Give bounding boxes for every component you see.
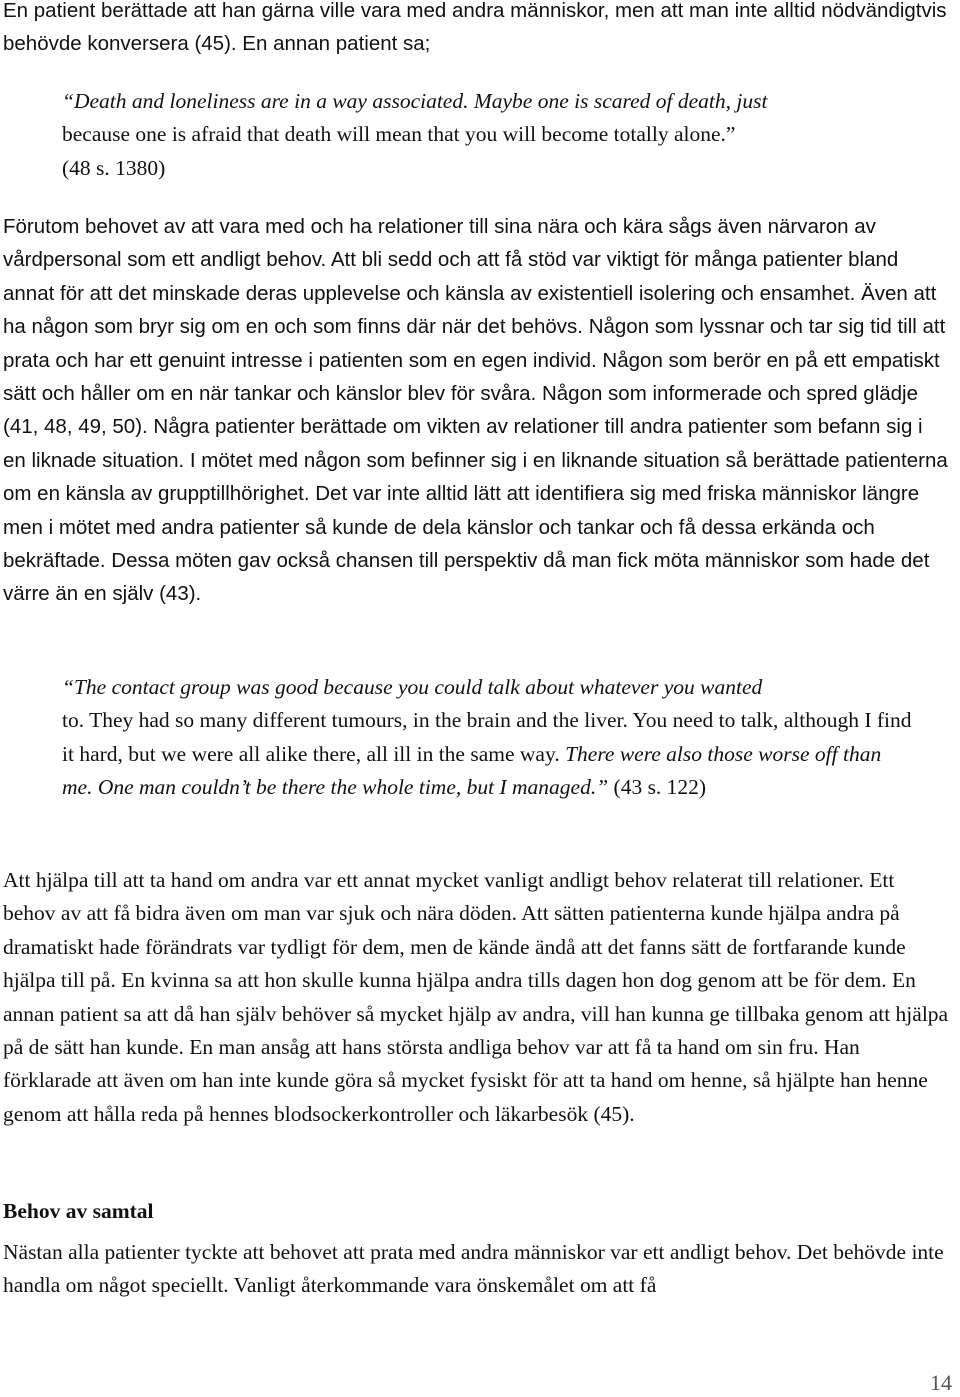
blockquote-contact-group	[62, 671, 912, 805]
quote-line: “Death and loneliness are in a way associated. Maybe one is scared of death, just	[62, 89, 768, 113]
quote-line: There were also those worse off than me. One man couldn’t be there the whole time, but I managed.”	[62, 741, 882, 800]
quote-citation: (43 s. 122)	[613, 775, 707, 800]
paragraph-relations: Förutom behovet av att vara med och ha relationer till sina nära och kära sågs även närvaron av vårdpersonal som ett andligt behov. Att bli sedd och att få stöd var viktigt för många patienter bland annat för att det minskade deras upplevelse och känsla av existentiell isolering och ensamhet. Även att ha någon som bryr sig om en och som finns där när det behövs. Någon som lyssnar och tar sig tid till att prata och har ett genuint intresse i patienten som en egen individ. Någon som berör en på ett empatiskt sätt och håller om en när tankar och känslor blev för svåra. Någon som informerade och spred glädje (41, 48, 49, 50). Några patienter berättade om vikten av relationer till andra patienter som befann sig i en liknade situation. I mötet med någon som befinner sig i en liknande situation så berättade patienterna om en känsla av grupptillhörighet. Det var inte alltid lätt att identifiera sig med friska människor längre men i mötet med andra patienter så kunde de dela känslor och tankar och få dessa erkända och bekräftade. Dessa möten gav också chansen till perspektiv då man fick möta människor som hade det värre än en själv (43).	[3, 215, 948, 606]
paragraph-conversation: Nästan alla patienter tyckte att behovet att prata med andra människor var ett andligt behov. Det behövde inte handla om något speciellt. Vanligt återkommande vara önskemålet om att få	[3, 1240, 944, 1298]
page-number: 14	[930, 1370, 952, 1395]
quote-line: because one is afraid that death will mean that you will become totally alone.”	[62, 122, 736, 147]
blockquote-death-loneliness	[62, 85, 912, 185]
quote-citation: (48 s. 1380)	[62, 155, 166, 180]
quote-line: to. They had so many different tumours, in the brain and the liver. You need to talk, although I find it hard, but we were all alike there, all ill in the same way.	[62, 708, 912, 766]
quote-line: “The contact group was good because you could talk about whatever you wanted	[62, 675, 763, 699]
paragraph-helping-others: Att hjälpa till att ta hand om andra var ett annat mycket vanligt andligt behov relaterat till relationer. Ett behov av att få bidra även om man var sjuk och nära döden. Att sätten patienterna kunde hjälpa andra på dramatiskt hade förändrats var tydligt för dem, men de kände ändå att det fanns sätt de fortfarande kunde hjälpa till på. En kvinna sa att hon skulle kunna hjälpa andra tills dagen hon dog genom att be för dem. En annan patient sa att då han själv behöver så mycket hjälp av andra, vill han kunna ge tillbaka genom att hjälpa på de sätt han kunde. En man ansåg att hans största andliga behov var att få ta hand om sin fru. Han förklarade att även om han inte kunde göra så mycket fysiskt för att ta hand om henne, så hjälpte han henne genom att hålla reda på hennes blodsockerkontroller och läkarbesök (45).	[3, 868, 949, 1126]
paragraph-intro: En patient berättade att han gärna ville vara med andra människor, men att man inte alltid nödvändigtvis behövde konversera (45). En annan patient sa;	[3, 0, 947, 56]
section-heading: Behov av samtal	[3, 1199, 154, 1223]
